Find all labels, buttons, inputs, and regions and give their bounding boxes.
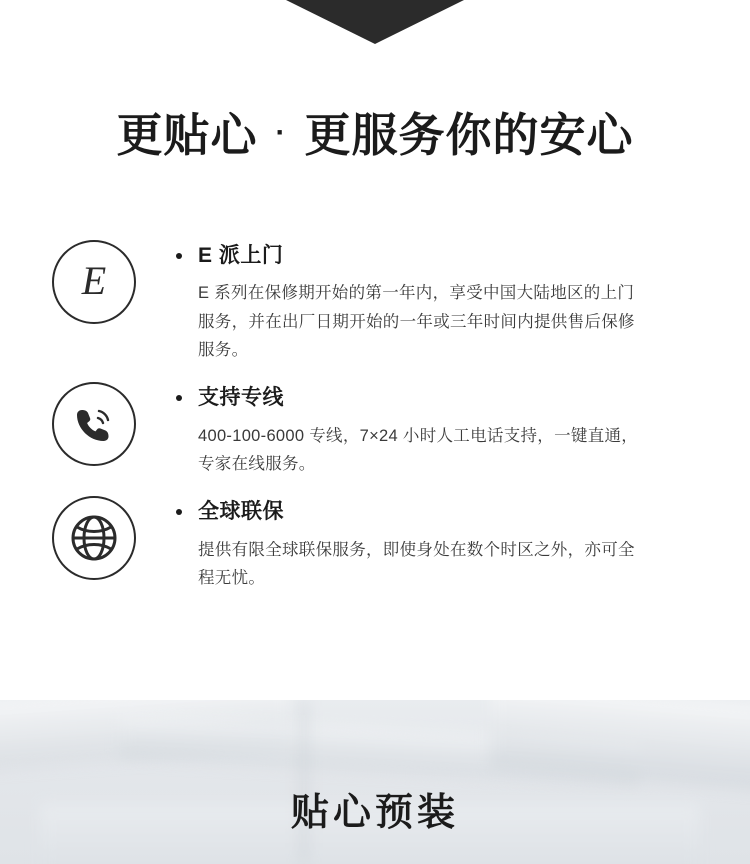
- chevron-down-icon: [286, 0, 464, 44]
- feature-title: E 派上门: [172, 242, 646, 269]
- feature-description: 提供有限全球联保服务，即使身处在数个时区之外，亦可全程无忧。: [198, 540, 635, 588]
- feature-body: [172, 494, 646, 592]
- globe-icon: [52, 496, 136, 580]
- headline-left: 更贴心: [116, 109, 258, 161]
- feature-body: [172, 380, 646, 478]
- headline-separator: ·: [275, 115, 287, 149]
- list-item: [0, 238, 750, 364]
- phone-support-icon: [52, 382, 136, 466]
- bottom-section-title: 贴心预装: [290, 792, 459, 834]
- page-title: [0, 108, 750, 163]
- letter-e-icon: [52, 240, 136, 324]
- list-item: [0, 380, 750, 478]
- feature-description: E 系列在保修期开始的第一年内，享受中国大陆地区的上门服务，并在出厂日期开始的一年或三年时间内提供售后保修服务。: [198, 284, 635, 360]
- feature-list: [0, 238, 750, 609]
- list-item: [0, 494, 750, 592]
- feature-body: [172, 238, 646, 364]
- top-band: [0, 0, 750, 46]
- feature-title: 支持专线: [172, 384, 646, 411]
- headline-right: 更服务你的安心: [304, 109, 634, 161]
- feature-description: 400-100-6000 专线，7×24 小时人工电话支持，一键直通，专家在线服务。: [198, 426, 639, 474]
- bottom-banner: [0, 700, 750, 864]
- svg-text:E: E: [81, 258, 107, 303]
- feature-title: 全球联保: [172, 498, 646, 525]
